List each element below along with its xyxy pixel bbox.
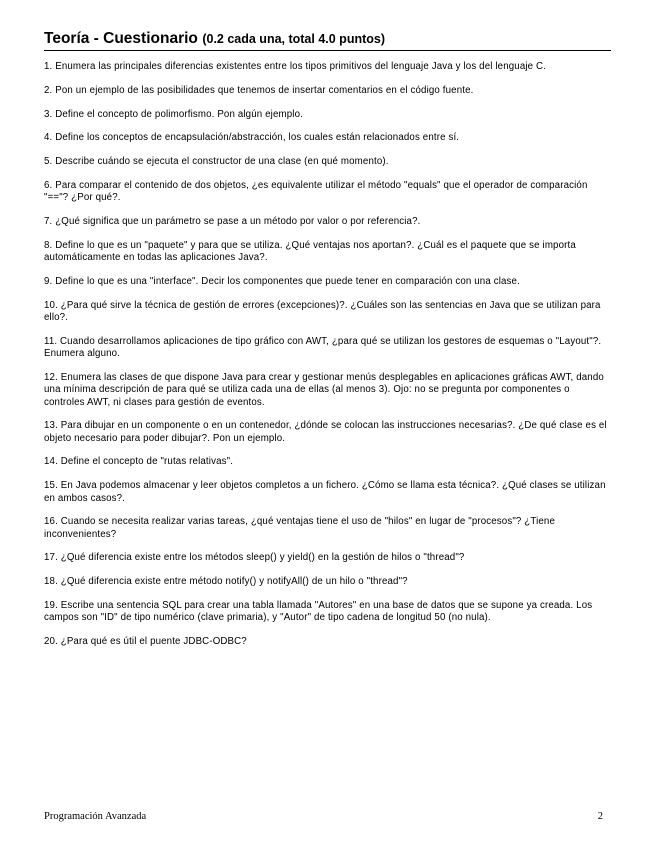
question-item: 5. Describe cuándo se ejecuta el constructor de una clase (en qué momento). (44, 156, 389, 168)
page-title: Teoría - Cuestionario (44, 30, 198, 47)
question-item: 8. Define lo que es un "paquete" y para que se utiliza. ¿Qué ventajas nos aportan?. ¿Cuál es el paquete que se importa automáticamente en todas las aplicaciones Java?. (44, 239, 576, 264)
question-item: 7. ¿Qué significa que un parámetro se pase a un método por valor o por referencia?. (44, 216, 421, 228)
question-item: 13. Para dibujar en un componente o en un contenedor, ¿dónde se colocan las instrucciones necesarias?. ¿De qué clase es el objeto necesario para poder dibujar?. Pon un ejemplo. (44, 420, 607, 444)
question-item: 12. Enumera las clases de que dispone Java para crear y gestionar menús desplegables en aplicaciones gráficas AWT, dando una mínima descripción de para qué se utiliza cada una de ellas (al menos 3). Ojo: no se pregunta por componentes o controles AWT, ni clases para gestión de eventos. (44, 371, 604, 408)
question-item: 15. En Java podemos almacenar y leer objetos completos a un fichero. ¿Cómo se llama esta técnica?. ¿Qué clases se utilizan en ambos casos?. (44, 480, 606, 504)
question-item: 4. Define los conceptos de encapsulación/abstracción, los cuales están relacionados entre sí. (44, 132, 460, 144)
question-item: 14. Define el concepto de "rutas relativas". (44, 456, 234, 468)
question-item: 16. Cuando se necesita realizar varias tareas, ¿qué ventajas tiene el uso de "hilos" en lugar de "procesos"? ¿Tiene inconvenientes? (44, 516, 555, 540)
footer-page-number: 2 (597, 811, 603, 822)
question-item: 11. Cuando desarrollamos aplicaciones de tipo gráfico con AWT, ¿para qué se utilizan los gestores de esquemas o "Layout"?. Enumera alguno. (44, 335, 602, 360)
question-item: 19. Escribe una sentencia SQL para crear una tabla llamada "Autores" en una base de datos que se supone ya creada. Los campos son "ID" de tipo numérico (clave primaria), y "Autor" de tipo cadena de longitud 50 (no nula). (44, 600, 593, 624)
question-list (44, 61, 610, 660)
question-item: 2. Pon un ejemplo de las posibilidades que tenemos de insertar comentarios en el código fuente. (44, 84, 474, 96)
question-item: 20. ¿Para qué es útil el puente JDBC-ODBC? (44, 636, 247, 648)
question-item: 6. Para comparar el contenido de dos objetos, ¿es equivalente utilizar el método "equals" que el operador de comparación "=="? ¿Por qué?. (44, 179, 588, 204)
question-item: 17. ¿Qué diferencia existe entre los métodos sleep() y yield() en la gestión de hilos o "thread"? (44, 552, 465, 564)
question-item: 18. ¿Qué diferencia existe entre método notify() y notifyAll() de un hilo o "thread"? (44, 576, 408, 588)
footer-course-name: Programación Avanzada (44, 811, 147, 822)
page-header (44, 30, 611, 51)
question-item: 10. ¿Para qué sirve la técnica de gestión de errores (excepciones)?. ¿Cuáles son las sentencias en Java que se utilizan para ello?. (44, 299, 601, 324)
question-item: 3. Define el concepto de polimorfismo. Pon algún ejemplo. (44, 108, 303, 120)
question-item: 1. Enumera las principales diferencias existentes entre los tipos primitivos del lenguaje Java y los del lenguaje C. (44, 61, 547, 72)
question-item: 9. Define lo que es una "interface". Decir los componentes que puede tener en comparación con una clase. (44, 275, 520, 287)
page-subtitle: (0.2 cada una, total 4.0 puntos) (202, 32, 386, 46)
